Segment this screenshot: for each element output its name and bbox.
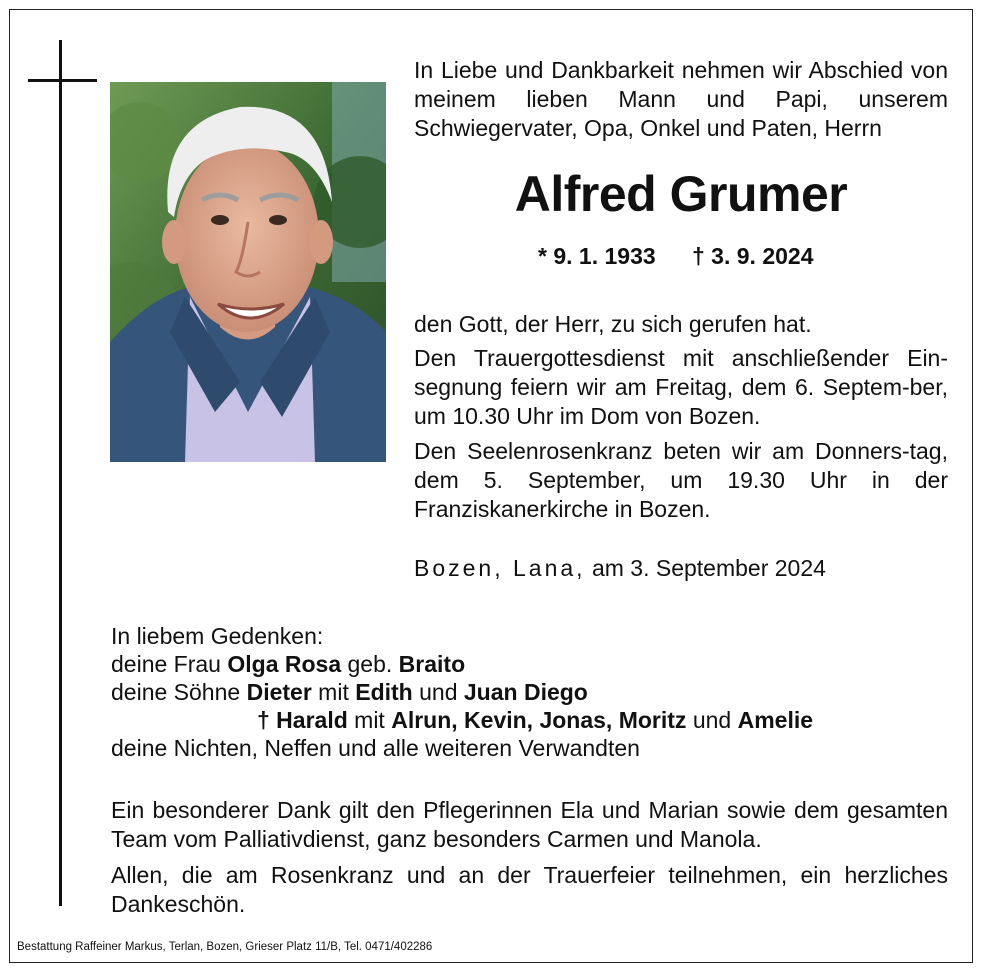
death-date: † 3. 9. 2024 [692,243,814,269]
mourner-harald [111,706,951,734]
portrait-photo [110,82,386,462]
rosary-text: Den Seelenrosenkranz beten wir am Donners-tag, dem 5. September, um 19.30 Uhr in der Franziskanerkirche in Bozen. [414,438,948,522]
funeral-service-text: Den Trauergottesdienst mit anschließender Ein-segnung feiern wir am Freitag, dem 6. Septem-ber, um 10.30 Uhr im Dom von Bozen. [414,345,948,429]
wife-name: Olga Rosa [227,651,342,677]
top-border [0,0,982,9]
son-dieter: Dieter [246,679,312,705]
memory-heading: In liebem Gedenken: [111,623,324,649]
birth-date: * 9. 1. 1933 [538,243,656,269]
place-names: Bozen, Lana, [414,555,586,581]
grandchildren-names: Alrun, Kevin, Jonas, Moritz [391,707,687,733]
wife-mid: geb. [341,651,399,677]
funeral-home-footer: Bestattung Raffeiner Markus, Terlan, Bozen, Grieser Platz 11/B, Tel. 0471/402286 [17,941,433,953]
mourner-relatives: deine Nichten, Neffen und alle weiteren Verwandten [111,735,640,761]
thanks-text: Ein besonderer Dank gilt den Pflegerinnen Ela und Marian sowie dem gesamten Team vom Palliativdienst, ganz besonders Carmen und Manola. [111,797,948,852]
closing-thanks-text: Allen, die am Rosenkranz und an der Trauerfeier teilnehmen, ein herzliches Dankeschön. [111,862,948,917]
sons-prefix: deine Söhne [111,679,247,705]
mourner-wife [111,650,951,678]
harald-and: und [686,707,738,733]
son-harald: † Harald [257,707,348,733]
grandchild-amelie: Amelie [737,707,814,733]
cross-horizontal-icon [28,79,97,82]
intro-text: In Liebe und Dankbarkeit nehmen wir Abschied von meinem lieben Mann und Papi, unserem Schwiegervater, Opa, Onkel und Paten, Herrn [414,57,948,141]
place-date [414,554,948,583]
wife-prefix: deine Frau [111,651,228,677]
mourners-list [111,622,951,762]
notice-date: am 3. September 2024 [585,555,826,581]
son-juan-diego: Juan Diego [463,679,588,705]
deceased-name: Alfred Grumer [514,166,848,222]
sons-and: und [412,679,464,705]
partner-edith: Edith [355,679,413,705]
harald-with: mit [347,707,392,733]
wife-maiden-name: Braito [398,651,466,677]
sons-with: mit [311,679,356,705]
mourner-sons [111,678,951,706]
cross-vertical-icon [59,40,62,906]
called-text: den Gott, der Herr, zu sich gerufen hat. [414,311,812,337]
